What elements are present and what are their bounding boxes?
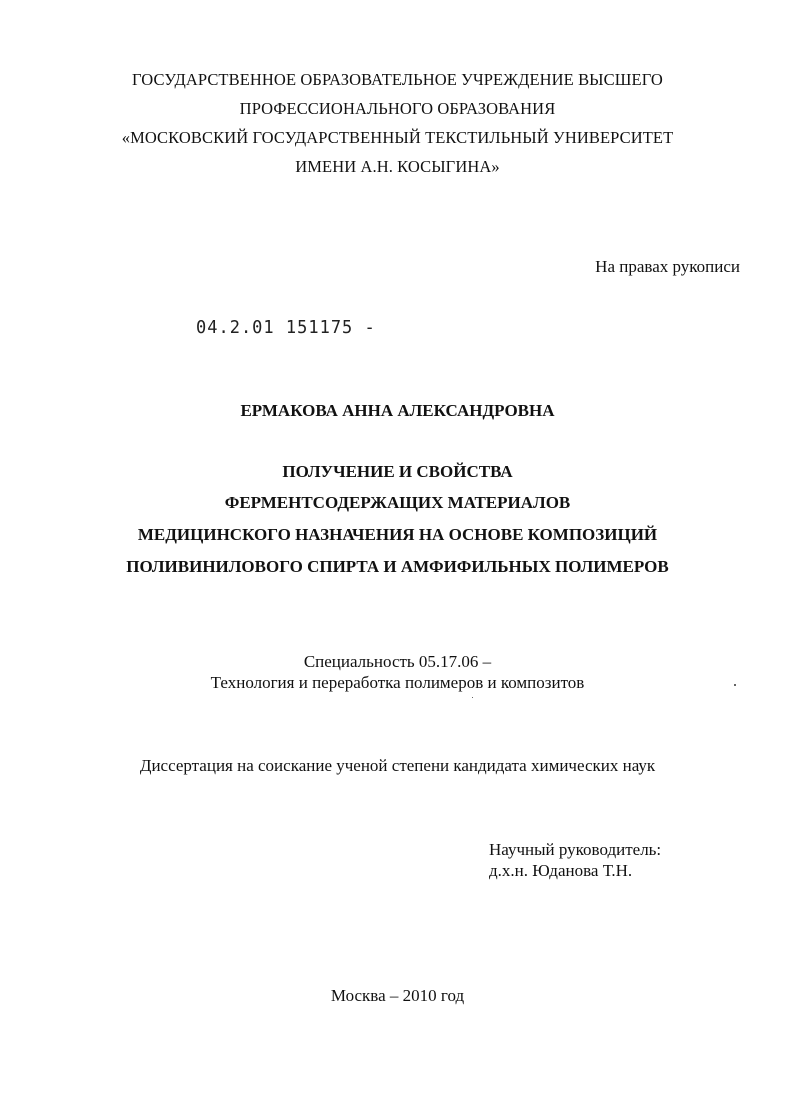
specialty-name: Технология и переработка полимеров и композитов	[210, 673, 585, 692]
title-line-4: ПОЛИВИНИЛОВОГО СПИРТА И АМФИФИЛЬНЫХ ПОЛИМЕРОВ	[126, 557, 669, 576]
library-stamp-number: 04.2.01 151175 -	[196, 317, 376, 339]
institution-line-4: ИМЕНИ А.Н. КОСЫГИНА»	[295, 157, 500, 176]
author-name: ЕРМАКОВА АННА АЛЕКСАНДРОВНА	[240, 401, 555, 420]
manuscript-note: На правах рукописи	[595, 257, 740, 276]
supervisor-name: д.х.н. Юданова Т.Н.	[489, 861, 633, 880]
institution-line-1: ГОСУДАРСТВЕННОЕ ОБРАЗОВАТЕЛЬНОЕ УЧРЕЖДЕНИЕ ВЫСШЕГО	[132, 70, 663, 89]
city-year: Москва – 2010 год	[330, 986, 465, 1005]
institution-line-2: ПРОФЕССИОНАЛЬНОГО ОБРАЗОВАНИЯ	[239, 99, 556, 118]
scan-speck	[734, 684, 736, 686]
specialty-code: Специальность 05.17.06 –	[303, 652, 492, 671]
title-line-3: МЕДИЦИНСКОГО НАЗНАЧЕНИЯ НА ОСНОВЕ КОМПОЗИЦИЙ	[137, 525, 658, 544]
dissertation-statement: Диссертация на соискание ученой степени кандидата химических наук	[139, 756, 656, 775]
title-line-2: ФЕРМЕНТСОДЕРЖАЩИХ МАТЕРИАЛОВ	[224, 493, 571, 512]
institution-line-3: «МОСКОВСКИЙ ГОСУДАРСТВЕННЫЙ ТЕКСТИЛЬНЫЙ УНИВЕРСИТЕТ	[121, 128, 674, 147]
supervisor-label: Научный руководитель:	[489, 840, 662, 859]
scan-speck	[472, 697, 473, 698]
title-line-1: ПОЛУЧЕНИЕ И СВОЙСТВА	[282, 462, 513, 481]
